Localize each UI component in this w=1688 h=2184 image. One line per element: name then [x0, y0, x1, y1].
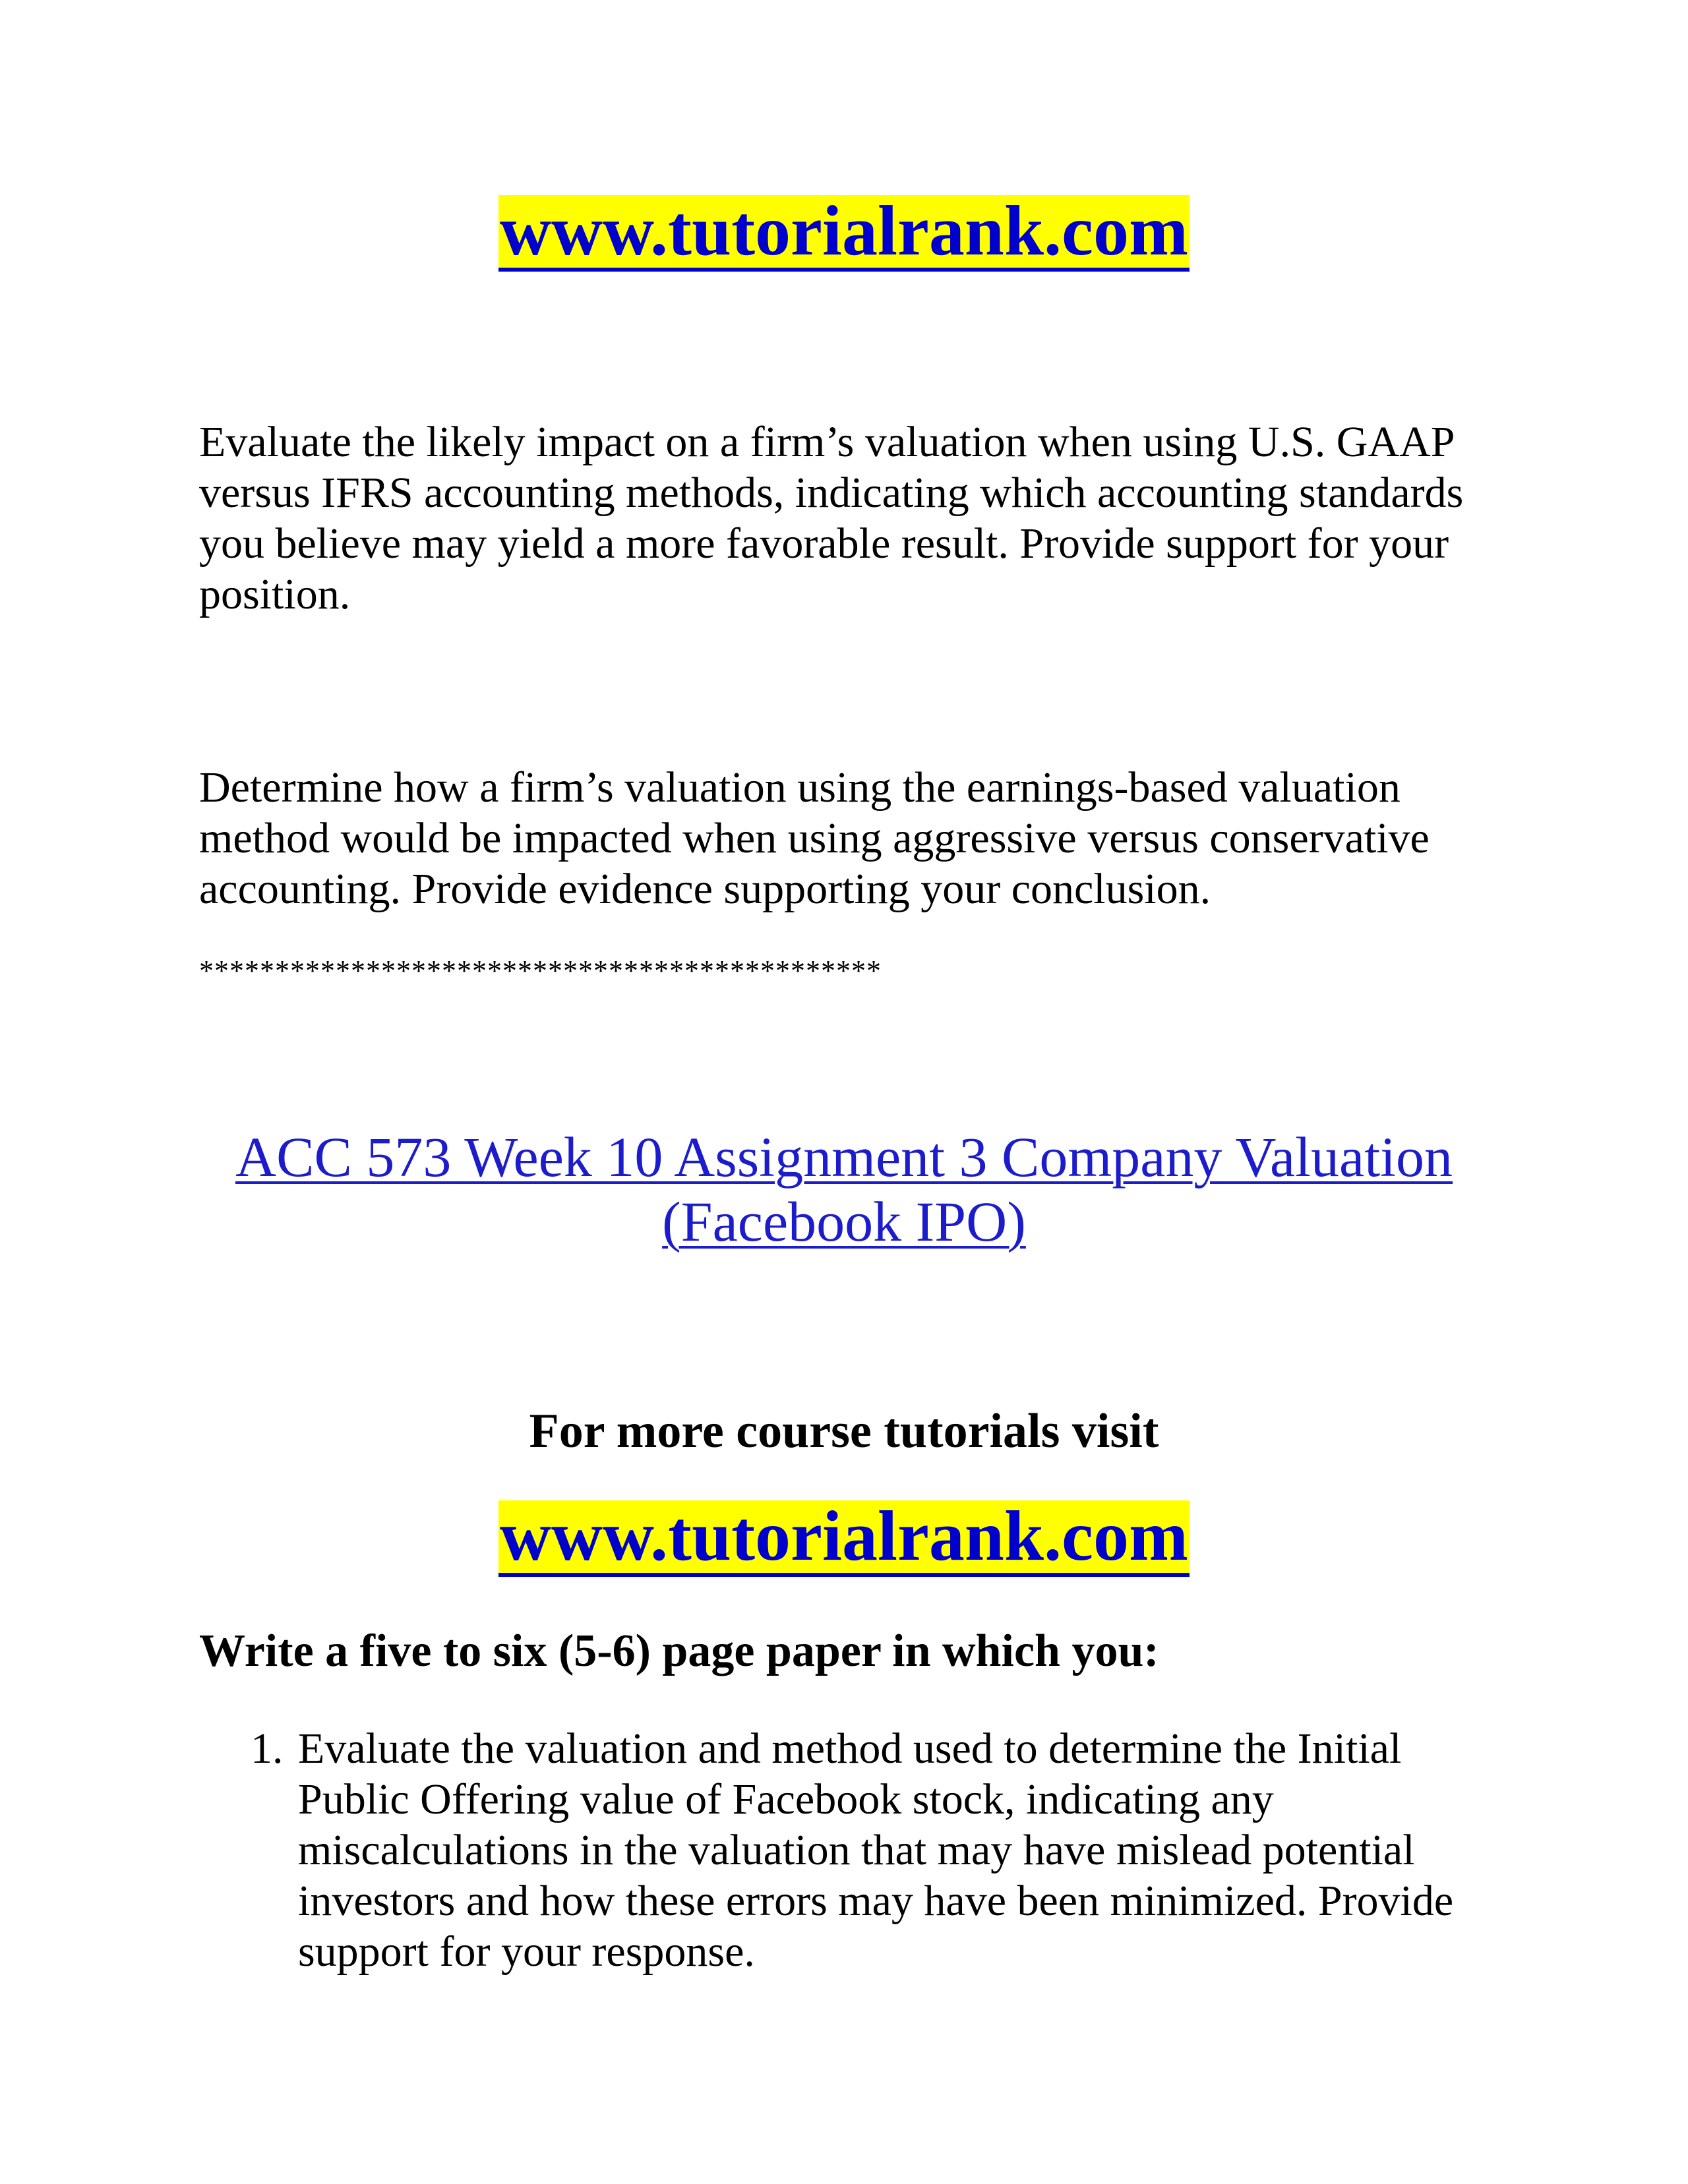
list-item [199, 1723, 1492, 1977]
site-link-bottom[interactable]: www.tutorialrank.com [500, 1497, 1188, 1576]
course-title [0, 1125, 1688, 1254]
list-item-text: Evaluate the valuation and method used to determine the Initial Public Offering value of Facebook stock, indicating any miscalculations in the valuation that may have mislead potential investors and how these errors may have been minimized. Provide support for your response. [298, 1725, 1454, 1976]
assignment-heading: Write a five to six (5-6) page paper in which you: [199, 1626, 1159, 1676]
course-title-line-1: ACC 573 Week 10 Assignment 3 Company Valuation [235, 1125, 1453, 1189]
site-link-bottom-container [0, 1497, 1688, 1577]
course-title-link[interactable] [235, 1125, 1453, 1253]
paragraph-gaap-vs-ifrs: Evaluate the likely impact on a firm’s valuation when using U.S. GAAP versus IFRS accounting methods, indicating which accounting standards you believe may yield a more favorable result. Provide support for your position. [199, 418, 1464, 618]
course-title-line-2: (Facebook IPO) [662, 1190, 1026, 1253]
task-list [199, 1723, 1492, 1977]
site-link-top-container [0, 192, 1688, 272]
site-link-top[interactable]: www.tutorialrank.com [500, 192, 1188, 270]
visit-heading: For more course tutorials visit [529, 1404, 1159, 1458]
list-item-number: 1. [251, 1725, 284, 1773]
asterisk-separator: ********************************************* [199, 955, 882, 987]
paragraph-earnings-based-valuation: Determine how a firm’s valuation using the earnings-based valuation method would be impacted when using aggressive versus conservative accounting. Provide evidence supporting your conclusion. [199, 763, 1430, 913]
